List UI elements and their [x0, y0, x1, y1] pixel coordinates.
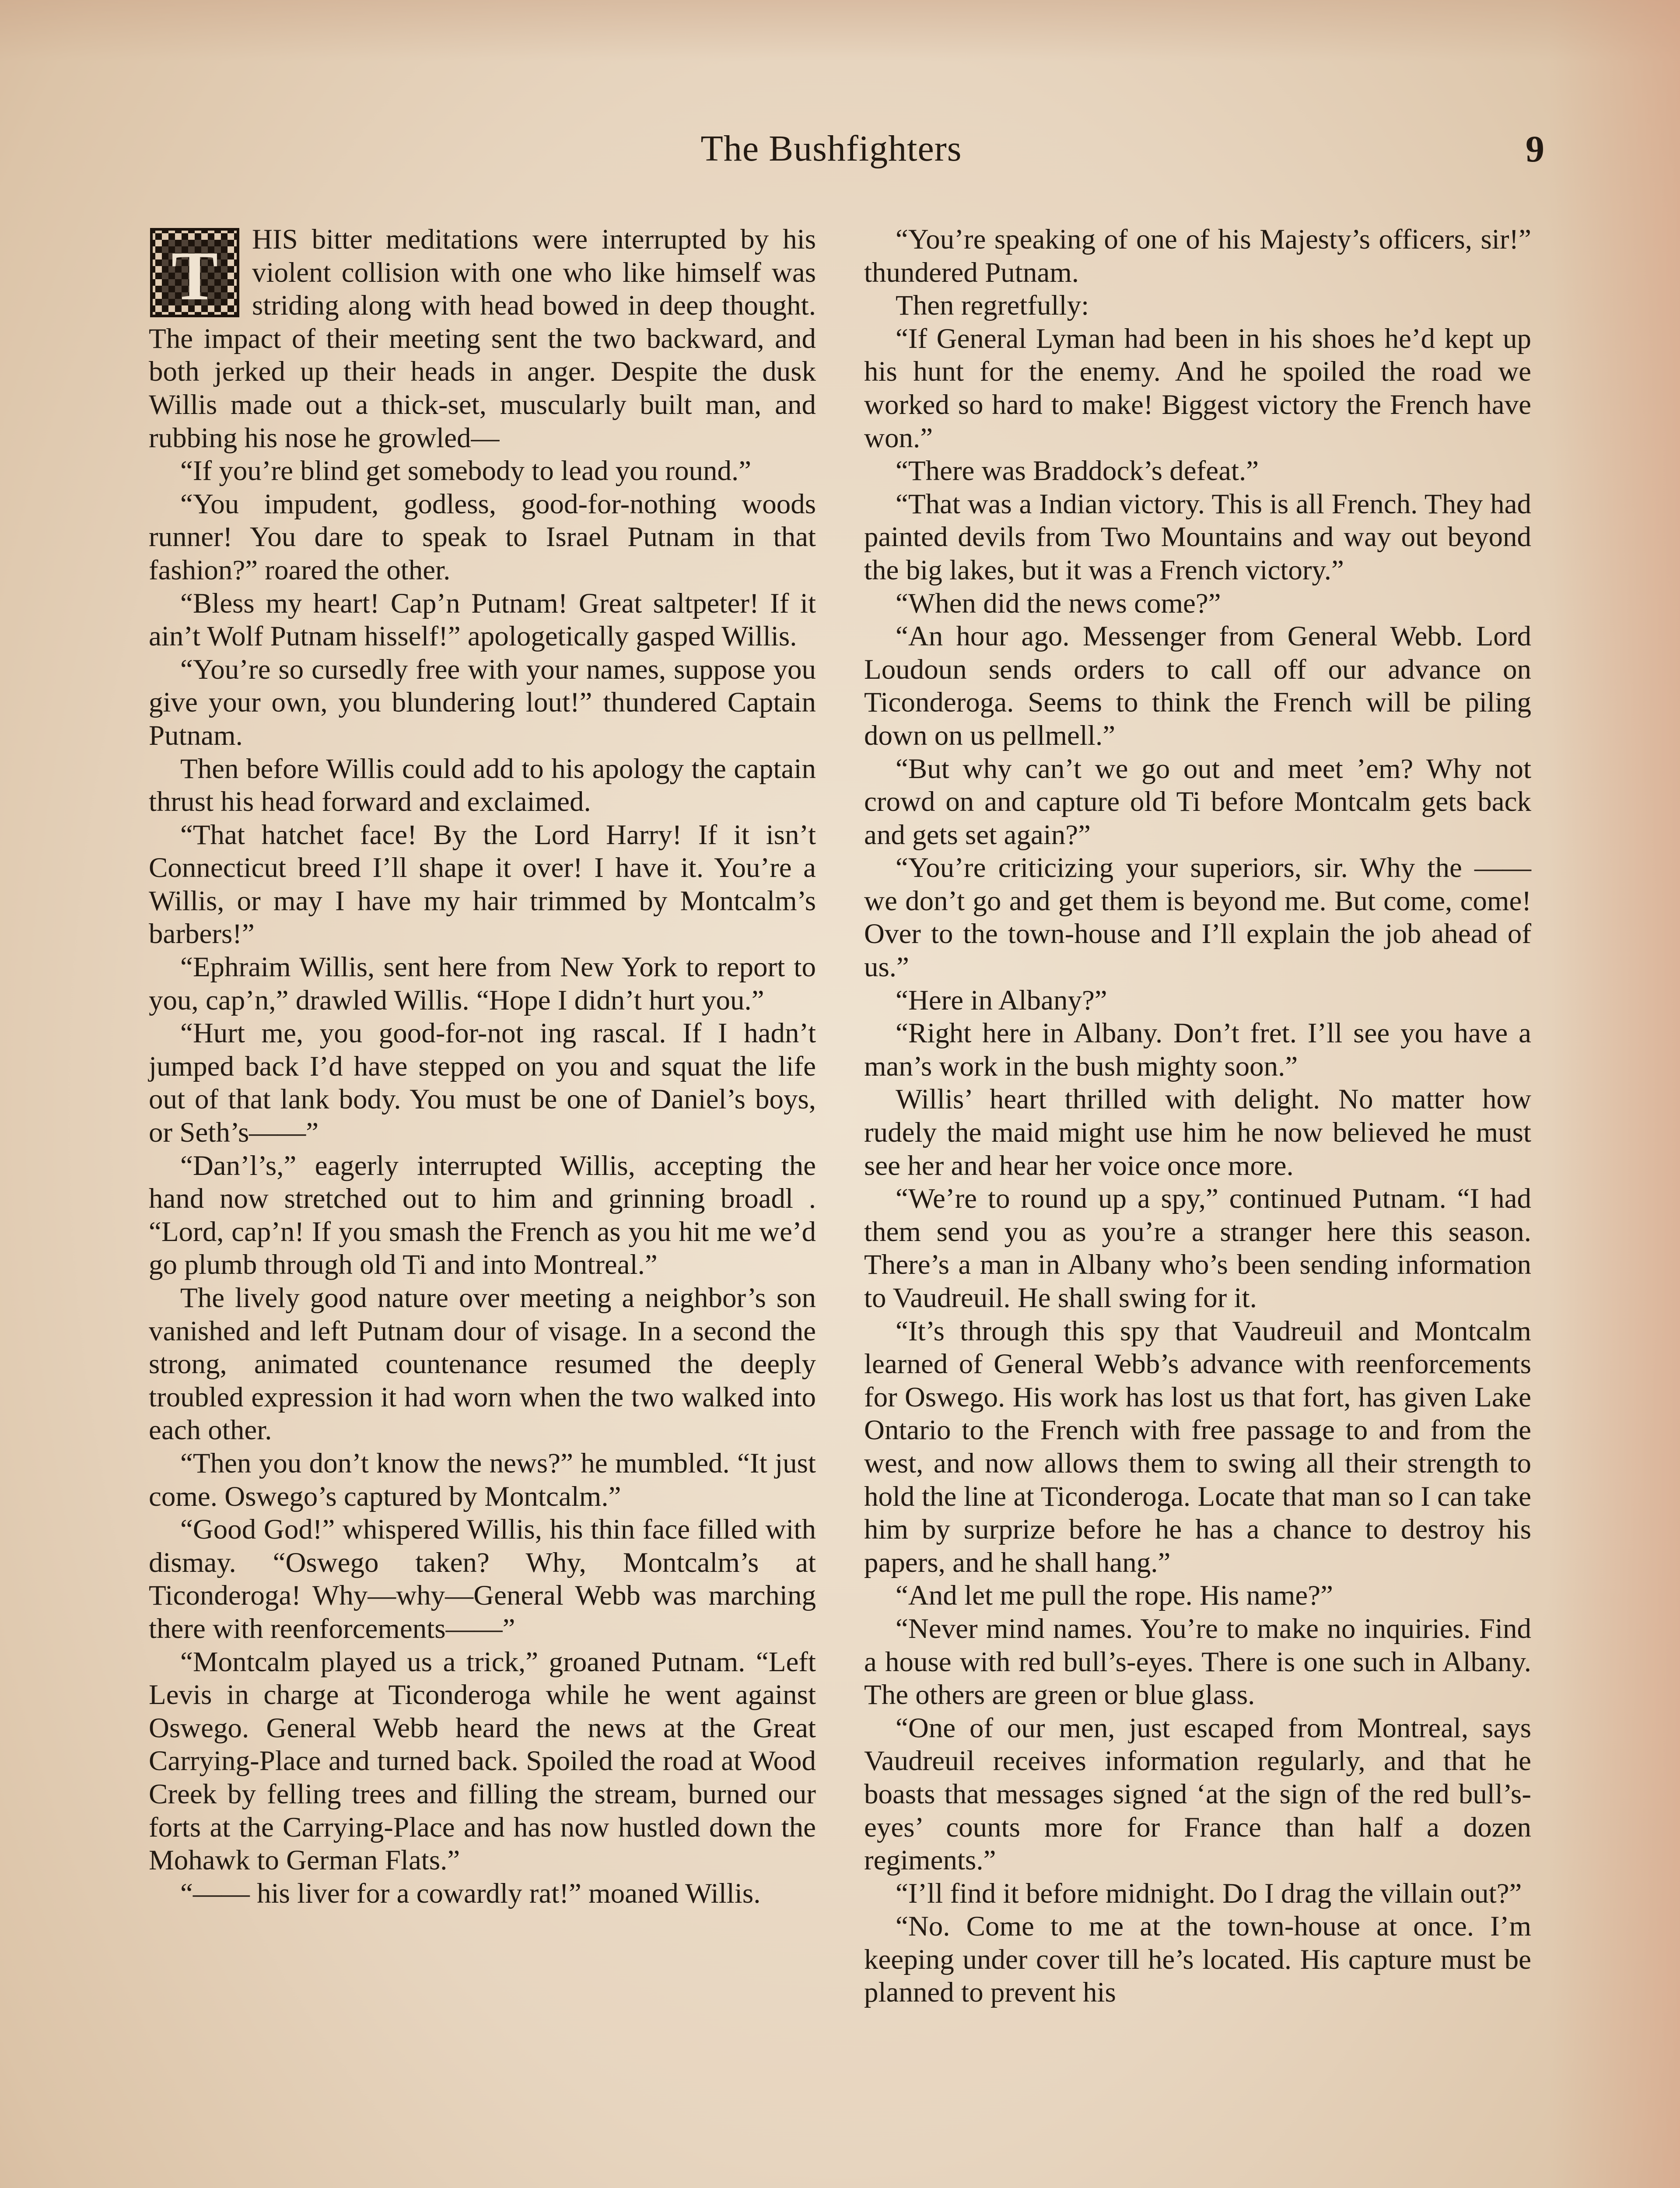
- paragraph: The lively good nature over meeting a neighbor’s son vanished and left Putnam dour of visage. In a second the strong, animated countenance resumed the deeply troubled expression it had worn when the two walked into each other.: [149, 1282, 816, 1446]
- left-column: [149, 223, 816, 1910]
- running-title: The Bushfighters: [700, 128, 962, 169]
- paragraph: “Right here in Albany. Don’t fret. I’ll see you have a man’s work in the bush mighty soon.”: [864, 1017, 1531, 1082]
- page-header: [0, 118, 1680, 184]
- paragraph: “You’re so cursedly free with your names, suppose you give your own, you blundering lout!” thundered Captain Putnam.: [149, 653, 816, 751]
- paragraph: “We’re to round up a spy,” continued Putnam. “I had them send you as you’re a stranger here this season. There’s a man in Albany who’s been sending information to Vaudreuil. He shall swing for it.: [864, 1183, 1531, 1314]
- paragraph: “If you’re blind get somebody to lead you round.”: [180, 455, 752, 487]
- paragraph: “Here in Albany?”: [896, 984, 1107, 1016]
- paragraph: “Then you don’t know the news?” he mumbled. “It just come. Oswego’s captured by Montcalm.”: [149, 1447, 816, 1512]
- paragraph: Then regretfully:: [896, 290, 1089, 322]
- paragraph: “Hurt me, you good-for-not ing rascal. If I hadn’t jumped back I’d have stepped on you and squat the life out of that lank body. You must be one of Daniel’s boys, or Seth’s——”: [149, 1017, 816, 1149]
- paragraph: HIS bitter meditations were interrupted by his violent collision with one who like himself was striding along with head bowed in deep thought. The impact of their meeting sent the two backward, and both jerked up their heads in anger. Despite the dusk Willis made out a thick-set, muscularly built man, and rubbing his nose he growled—: [149, 224, 816, 454]
- paragraph: “If General Lyman had been in his shoes he’d kept up his hunt for the enemy. And he spoiled the road we worked so hard to make! Biggest victory the French have won.”: [864, 323, 1531, 454]
- page-number: 9: [1526, 128, 1544, 170]
- paragraph: “I’ll find it before midnight. Do I drag the villain out?”: [896, 1877, 1522, 1909]
- dropcap-letter: [149, 227, 241, 319]
- page-edge-shading: [1549, 0, 1680, 2188]
- paragraph: “And let me pull the rope. His name?”: [896, 1580, 1333, 1612]
- paragraph: “An hour ago. Messenger from General Webb. Lord Loudoun sends orders to call off our advance on Ticonderoga. Seems to think the French will be piling down on us pellmell.”: [864, 621, 1531, 751]
- paragraph: “No. Come to me at the town-house at once. I’m keeping under cover till he’s located. His capture must be planned to prevent his: [864, 1911, 1531, 2009]
- paragraph: “One of our men, just escaped from Montreal, says Vaudreuil receives information regularly, and that he boasts that messages signed ‘at the sign of the red bull’s-eyes’ counts more for France than half a dozen regiments.”: [864, 1712, 1531, 1876]
- paragraph: “Bless my heart! Cap’n Putnam! Great saltpeter! If it ain’t Wolf Putnam hisself!” apologetically gasped Willis.: [149, 587, 816, 652]
- paragraph: “There was Braddock’s defeat.”: [896, 455, 1259, 487]
- paragraph: “Dan’l’s,” eagerly interrupted Willis, accepting the hand now stretched out to him and grinning broadl . “Lord, cap’n! If you smash the French as you hit me we’d go plumb through old Ti and into Montreal.”: [149, 1150, 816, 1281]
- paragraph: “—— his liver for a cowardly rat!” moaned Willis.: [180, 1877, 761, 1909]
- paragraph: “That hatchet face! By the Lord Harry! If it isn’t Connecticut breed I’ll shape it over! I have it. You’re a Willis, or may I have my hair trimmed by Montcalm’s barbers!”: [149, 819, 816, 950]
- paragraph: “You impudent, godless, good-for-nothing woods runner! You dare to speak to Israel Putnam in that fashion?” roared the other.: [149, 488, 816, 586]
- svg-text:T: T: [171, 237, 218, 315]
- right-column: [864, 223, 1531, 2009]
- paragraph: “It’s through this spy that Vaudreuil and Montcalm learned of General Webb’s advance with reenforcements for Oswego. His work has lost us that fort, has given Lake Ontario to the French with free passage to and from the west, and now allows them to swing all their strength to hold the line at Ticonderoga. Locate that man so I can take him by surprize before he has a chance to destroy his papers, and he shall hang.”: [864, 1315, 1531, 1578]
- paragraph: “But why can’t we go out and meet ’em? Why not crowd on and capture old Ti before Montcalm gets back and gets set again?”: [864, 753, 1531, 851]
- paragraph: “When did the news come?”: [896, 587, 1221, 619]
- paragraph: “That was a Indian victory. This is all French. They had painted devils from Two Mountains and way out beyond the big lakes, but it was a French victory.”: [864, 488, 1531, 586]
- paragraph: “You’re criticizing your superiors, sir. Why the —— we don’t go and get them is beyond me. But come, come! Over to the town-house and I’ll explain the job ahead of us.”: [864, 852, 1531, 983]
- paragraph: “You’re speaking of one of his Majesty’s officers, sir!” thundered Putnam.: [864, 224, 1531, 288]
- paragraph: “Never mind names. You’re to make no inquiries. Find a house with red bull’s-eyes. There is one such in Albany. The others are green or blue glass.: [864, 1613, 1531, 1711]
- paragraph: Then before Willis could add to his apology the captain thrust his head forward and exclaimed.: [149, 753, 816, 818]
- paragraph: “Montcalm played us a trick,” groaned Putnam. “Left Levis in charge at Ticonderoga while he went against Oswego. General Webb heard the news at the Great Carrying-Place and turned back. Spoiled the road at Wood Creek by felling trees and filling the stream, burned our forts at the Carrying-Place and has now hustled down the Mohawk to German Flats.”: [149, 1646, 816, 1876]
- paragraph: “Ephraim Willis, sent here from New York to report to you, cap’n,” drawled Willis. “Hope I didn’t hurt you.”: [149, 951, 816, 1016]
- paragraph: Willis’ heart thrilled with delight. No matter how rudely the maid might use him he now believed he must see her and hear her voice once more.: [864, 1083, 1531, 1182]
- paragraph: “Good God!” whispered Willis, his thin face filled with dismay. “Oswego taken? Why, Montcalm’s at Ticonderoga! Why—why—General Webb was marching there with reenforcements——”: [149, 1514, 816, 1645]
- page-top-shading: [0, 0, 1680, 61]
